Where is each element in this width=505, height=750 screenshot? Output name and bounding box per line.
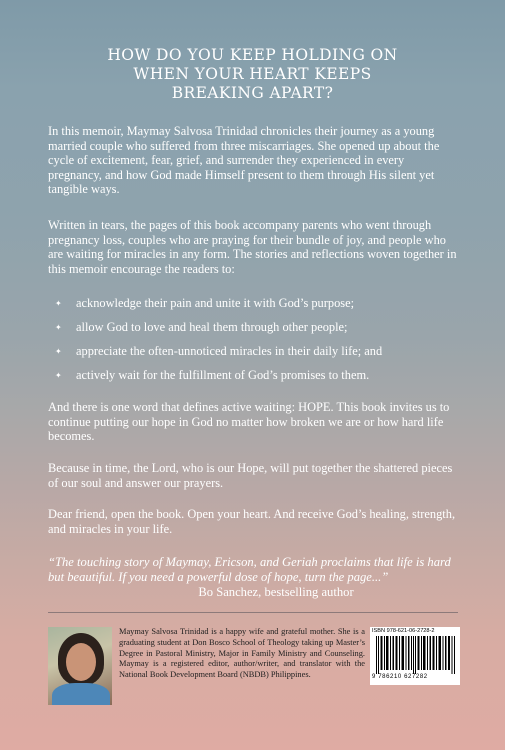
headline-line-3: BREAKING APART? xyxy=(171,84,334,102)
barcode-bars-icon xyxy=(376,636,456,674)
back-cover-headline xyxy=(40,46,465,103)
isbn-label: ISBN 978-621-06-2728-2 xyxy=(372,628,435,634)
testimonial-attribution: Bo Sanchez, bestselling author xyxy=(198,585,354,599)
author-bio: Maymay Salvosa Trinidad is a happy wife and grateful mother. She is a graduating student at Don Bosco School of Theology taking up Master’s Degree in Pastoral Ministry, Major in Family Ministry and Counseling. Maymay is a registered editor, author/writer, and translator with the National Book Development Board (NBDB) Philippines. xyxy=(119,627,365,680)
list-item xyxy=(48,296,460,320)
reader-benefits-list xyxy=(48,296,460,392)
isbn-barcode xyxy=(370,627,460,685)
bullet-star-icon: ✦ xyxy=(55,299,62,308)
list-item xyxy=(48,344,460,368)
third-paragraph: And there is one word that defines active waiting: HOPE. This book invites us to continue putting our hope in God no matter how broken we are or how hard life becomes. xyxy=(48,400,450,444)
author-face xyxy=(66,643,96,681)
testimonial-quote: “The touching story of Maymay, Ericson, and Geriah proclaims that life is hard but beautiful. If you need a powerful dose of hope, turn the page...” xyxy=(48,555,451,584)
list-item xyxy=(48,320,460,344)
second-paragraph: Written in tears, the pages of this book accompany parents who went through pregnancy loss, couples who are praying for their bundle of joy, and people who are waiting for miracles in any form. The stories and reflections woven together in this memoir encourage the readers to: xyxy=(48,218,457,276)
barcode-digits: 9 786210 627282 xyxy=(372,674,428,680)
list-item-text: allow God to love and heal them through other people; xyxy=(76,320,348,334)
headline-line-1: HOW DO YOU KEEP HOLDING ON xyxy=(107,46,398,64)
author-photo xyxy=(48,627,112,705)
author-shirt xyxy=(52,683,110,705)
fourth-paragraph: Because in time, the Lord, who is our Hope, will put together the shattered pieces of our soul and answer our prayers. xyxy=(48,461,453,490)
bullet-star-icon: ✦ xyxy=(55,371,62,380)
fifth-paragraph: Dear friend, open the book. Open your heart. And receive God’s healing, strength, and miracles in your life. xyxy=(48,507,456,536)
bullet-star-icon: ✦ xyxy=(55,347,62,356)
list-item xyxy=(48,368,460,392)
list-item-text: appreciate the often-unnoticed miracles in their daily life; and xyxy=(76,344,383,358)
headline-line-2: WHEN YOUR HEART KEEPS xyxy=(133,65,372,83)
list-item-text: actively wait for the fulfillment of God’s promises to them. xyxy=(76,368,370,382)
list-item-text: acknowledge their pain and unite it with God’s purpose; xyxy=(76,296,355,310)
section-divider xyxy=(48,612,458,613)
bullet-star-icon: ✦ xyxy=(55,323,62,332)
intro-paragraph: In this memoir, Maymay Salvosa Trinidad chronicles their journey as a young married couple who suffered from three miscarriages. She opened up about the cycle of excitement, fear, grief, and surrender they experienced in every pregnancy, and how God made Himself present to them through His silent yet tangible ways. xyxy=(48,124,440,197)
